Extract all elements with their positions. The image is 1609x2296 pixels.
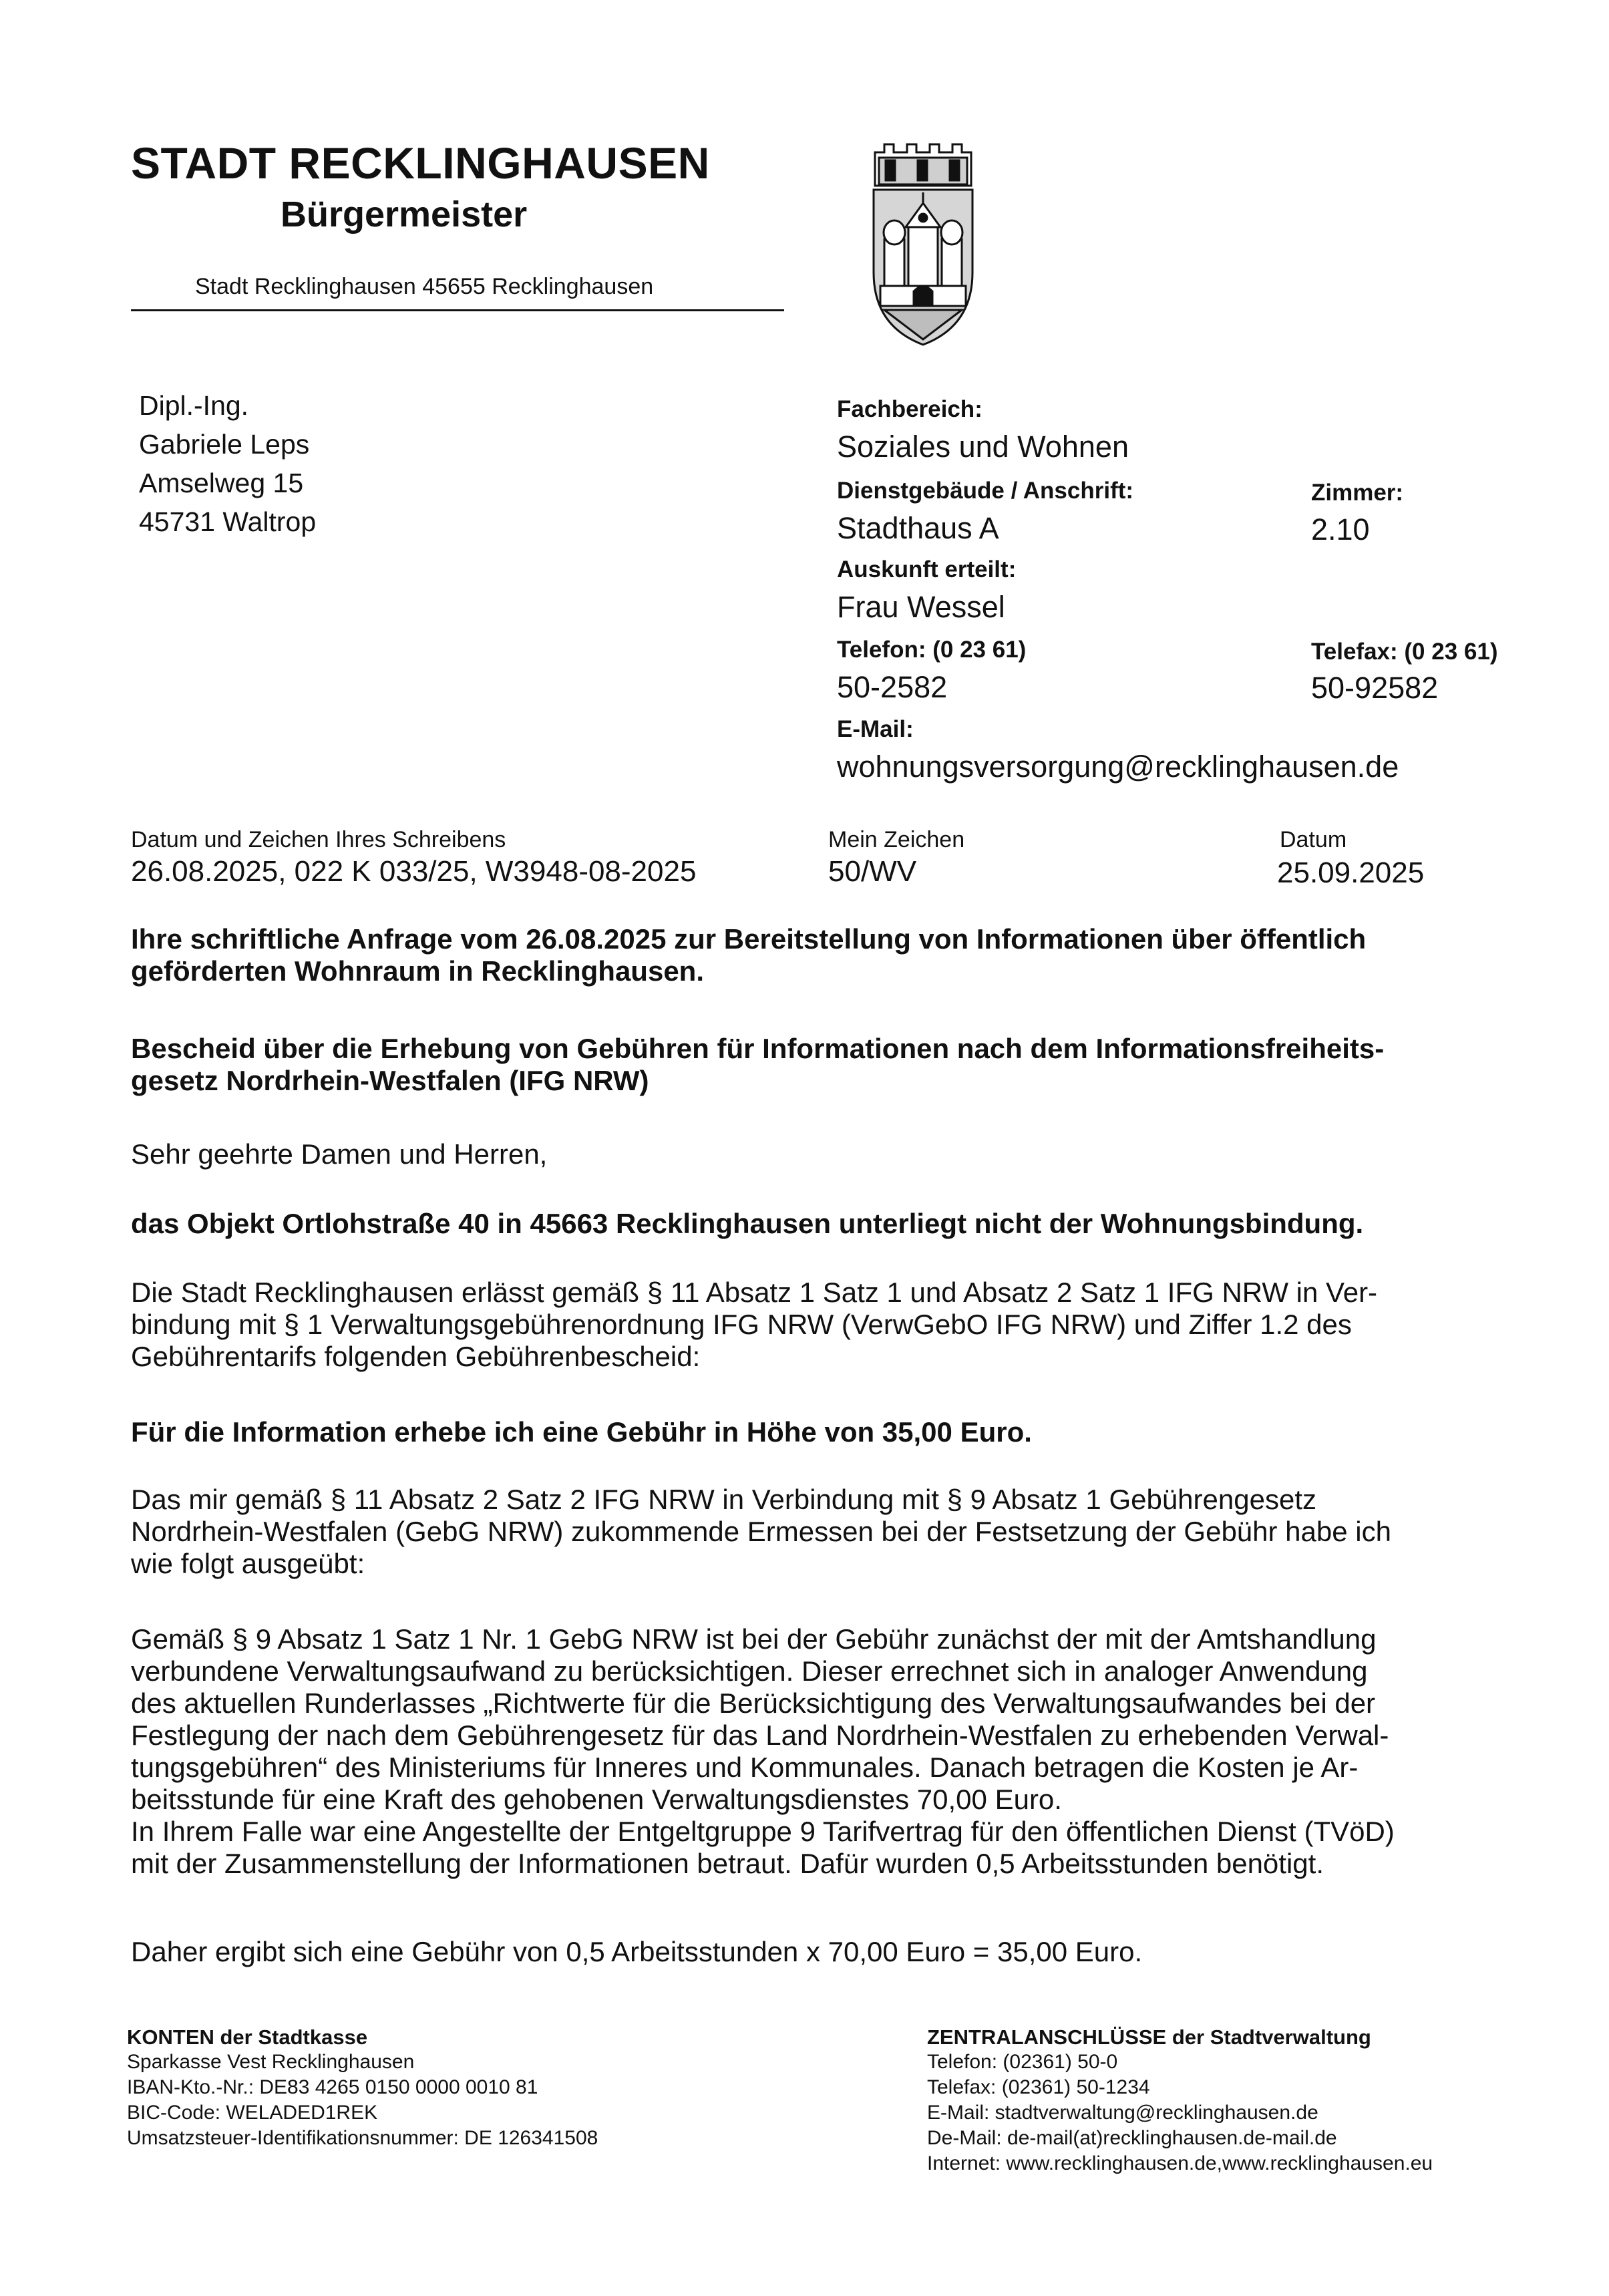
recipient-line: 45731 Waltrop	[139, 506, 317, 537]
recipient-line: Dipl.-Ing.	[139, 390, 249, 421]
paragraph-line: verbundene Verwaltungsaufwand zu berücksichtigen. Dieser errechnet sich in analoger Anwendung	[131, 1655, 1368, 1687]
letterhead-subtitle: Bürgermeister	[281, 194, 528, 234]
paragraph-line: In Ihrem Falle war eine Angestellte der Entgeltgruppe 9 Tarifvertrag für den öffentlichen Dienst (TVöD)	[131, 1816, 1395, 1847]
zimmer-value: 2.10	[1311, 512, 1370, 546]
footer-central-line: De-Mail: de-mail(at)recklinghausen.de-mail.de	[927, 2127, 1337, 2149]
mein-zeichen-label: Mein Zeichen	[828, 827, 965, 852]
datum-value: 25.09.2025	[1277, 856, 1425, 889]
return-address: Stadt Recklinghausen 45655 Recklinghausen	[195, 274, 654, 299]
dienstgebaeude-value: Stadthaus A	[837, 511, 999, 545]
paragraph-line: des aktuellen Runderlasses „Richtwerte für die Berücksichtigung des Verwaltungsaufwandes bei der	[131, 1687, 1376, 1719]
dienstgebaeude-label: Dienstgebäude / Anschrift:	[837, 478, 1134, 504]
auskunft-label: Auskunft erteilt:	[837, 556, 1017, 583]
subject-line: Ihre schriftliche Anfrage vom 26.08.2025 zur Bereitstellung von Informationen über öffentlich	[131, 923, 1367, 955]
paragraph-line: Das mir gemäß § 11 Absatz 2 Satz 2 IFG NRW in Verbindung mit § 9 Absatz 1 Gebührengesetz	[131, 1484, 1316, 1515]
auskunft-value: Frau Wessel	[837, 590, 1005, 624]
fee-calculation-result: Daher ergibt sich eine Gebühr von 0,5 Arbeitsstunden x 70,00 Euro = 35,00 Euro.	[131, 1936, 1143, 1967]
email-label: E-Mail:	[837, 716, 914, 742]
telefax-label: Telefax: (0 23 61)	[1311, 639, 1498, 665]
footer-central-line: Telefax: (02361) 50-1234	[927, 2076, 1150, 2098]
letterhead-title: STADT RECKLINGHAUSEN	[131, 138, 710, 188]
zimmer-label: Zimmer:	[1311, 480, 1404, 506]
subject-line: geförderten Wohnraum in Recklinghausen.	[131, 955, 705, 987]
return-address-divider	[131, 309, 784, 311]
footer-bank-line: Umsatzsteuer-Identifikationsnummer: DE 126341508	[127, 2127, 598, 2149]
telefon-label: Telefon: (0 23 61)	[837, 637, 1027, 663]
footer-central-line: Telefon: (02361) 50-0	[927, 2051, 1118, 2073]
paragraph-discretion	[131, 1484, 1487, 1580]
paragraph-line: wie folgt ausgeübt:	[131, 1548, 365, 1579]
paragraph-line: Gebührentarifs folgenden Gebührenbescheid:	[131, 1341, 701, 1372]
footer-central-contacts	[927, 2025, 1433, 2176]
subject-line: gesetz Nordrhein-Westfalen (IFG NRW)	[131, 1065, 649, 1096]
salutation: Sehr geehrte Damen und Herren,	[131, 1138, 548, 1170]
footer-central-line: Internet: www.recklinghausen.de,www.recklinghausen.eu	[927, 2152, 1433, 2174]
paragraph-line: Festlegung der nach dem Gebührengesetz für das Land Nordrhein-Westfalen zu erhebenden Verwal-	[131, 1719, 1389, 1751]
subject-line: Bescheid über die Erhebung von Gebühren für Informationen nach dem Informationsfreiheits-	[131, 1033, 1385, 1064]
mein-zeichen-value: 50/WV	[828, 855, 917, 888]
footer-bank-accounts	[127, 2025, 598, 2151]
city-coat-of-arms	[870, 139, 976, 349]
fachbereich-value: Soziales und Wohnen	[837, 430, 1129, 464]
fachbereich-label: Fachbereich:	[837, 396, 982, 422]
ihr-zeichen-label: Datum und Zeichen Ihres Schreibens	[131, 827, 506, 852]
telefax-value: 50-92582	[1311, 671, 1439, 705]
paragraph-line: bindung mit § 1 Verwaltungsgebührenordnung IFG NRW (VerwGebO IFG NRW) und Ziffer 1.2 des	[131, 1309, 1352, 1340]
footer-bank-line: BIC-Code: WELADED1REK	[127, 2102, 378, 2124]
recipient-address	[139, 386, 316, 541]
paragraph-line: Gemäß § 9 Absatz 1 Satz 1 Nr. 1 GebG NRW ist bei der Gebühr zunächst der mit der Amtshandlung	[131, 1623, 1377, 1655]
footer-central-label: ZENTRALANSCHLÜSSE der Stadtverwaltung	[927, 2025, 1371, 2049]
footer-bank-label: KONTEN der Stadtkasse	[127, 2025, 368, 2049]
subject-request	[131, 923, 1487, 987]
paragraph-line: Nordrhein-Westfalen (GebG NRW) zukommende Ermessen bei der Festsetzung der Gebühr habe ich	[131, 1516, 1391, 1547]
ihr-zeichen-value: 26.08.2025, 022 K 033/25, W3948-08-2025	[131, 855, 697, 888]
subject-fee-notice	[131, 1033, 1487, 1097]
recipient-line: Amselweg 15	[139, 468, 304, 498]
paragraph-line: Die Stadt Recklinghausen erlässt gemäß § 11 Absatz 1 Satz 1 und Absatz 2 Satz 1 IFG NRW in Ver-	[131, 1277, 1378, 1308]
paragraph-legal-basis	[131, 1277, 1487, 1373]
telefon-value: 50-2582	[837, 670, 948, 704]
datum-label: Datum	[1280, 827, 1347, 852]
fee-statement: Für die Information erhebe ich eine Gebühr in Höhe von 35,00 Euro.	[131, 1416, 1032, 1448]
footer-bank-line: Sparkasse Vest Recklinghausen	[127, 2051, 415, 2073]
paragraph-calculation	[131, 1623, 1487, 1880]
email-value: wohnungsversorgung@recklinghausen.de	[837, 750, 1399, 784]
recipient-line: Gabriele Leps	[139, 429, 310, 460]
paragraph-line: mit der Zusammenstellung der Informationen betraut. Dafür wurden 0,5 Arbeitsstunden benötigt.	[131, 1848, 1324, 1879]
footer-bank-line: IBAN-Kto.-Nr.: DE83 4265 0150 0000 0010 81	[127, 2076, 538, 2098]
footer-central-line: E-Mail: stadtverwaltung@recklinghausen.de	[927, 2102, 1318, 2124]
paragraph-line: beitsstunde für eine Kraft des gehobenen Verwaltungsdienstes 70,00 Euro.	[131, 1784, 1062, 1815]
paragraph-line: tungsgebühren“ des Ministeriums für Inneres und Kommunales. Danach betragen die Kosten je Ar-	[131, 1752, 1359, 1783]
binding-statement: das Objekt Ortlohstraße 40 in 45663 Recklinghausen unterliegt nicht der Wohnungsbindung.	[131, 1208, 1364, 1239]
